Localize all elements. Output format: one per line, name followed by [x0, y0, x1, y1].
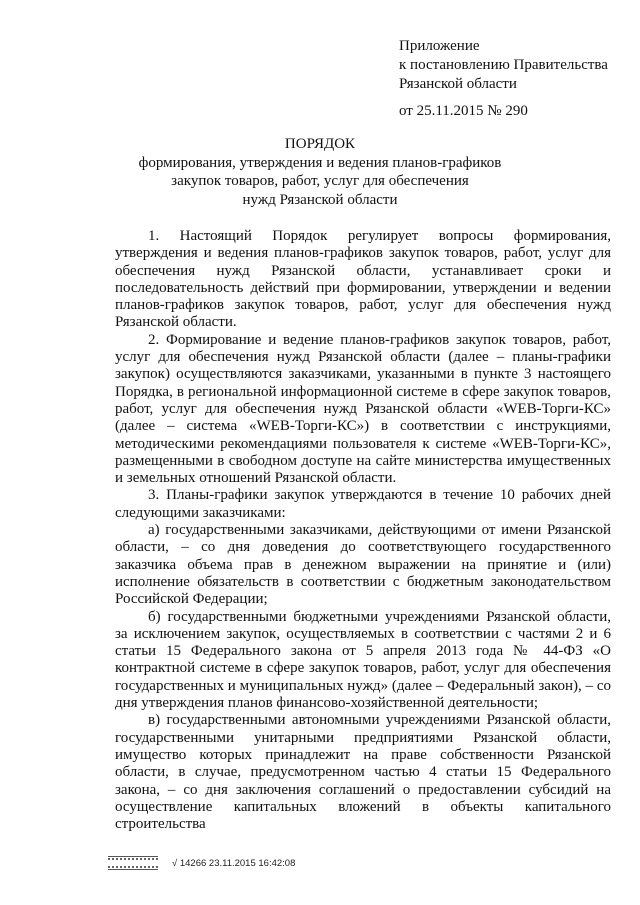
- paragraph-1: 1. Настоящий Порядок регулирует вопросы формирования, утверждения и ведения планов-графиков закупок товаров, работ, услуг для обеспечения нужд Рязанской области, устанавливает сроки и последовательность действий при формировании, утверждении и ведении планов-графиков закупок товаров, работ, услуг для обеспечения нужд Рязанской области.: [115, 228, 611, 331]
- title-subtitle-1: формирования, утверждения и ведения планов-графиков: [138, 154, 502, 171]
- title-heading: ПОРЯДОК: [284, 136, 356, 152]
- document-body: [115, 228, 611, 833]
- appendix-label: Приложение: [399, 38, 480, 54]
- paragraph-3a: а) государственными заказчиками, действующими от имени Рязанской области, – со дня доведения до соответствующего государственного заказчика объема прав в денежном выражении на принятие и (или) исполнение обязательств в соответствии с бюджетным законодательством Российской Федерации;: [115, 522, 611, 608]
- appendix-decree: к постановлению Правительства: [399, 57, 608, 73]
- paragraph-3b: б) государственными бюджетными учреждениями Рязанской области, за исключением закупок, осуществляемых в соответствии с частями 2 и 6 статьи 15 Федерального закона от 5 апреля 2013 года № 44-ФЗ «О контрактной системе в сфере закупок товаров, работ, услуг для обеспечения государственных и муниципальных нужд» (далее – Федеральный закон), – со дня утверждения планов финансово-хозяйственной деятельности;: [115, 608, 611, 712]
- appendix-date: от 25.11.2015 № 290: [399, 103, 528, 119]
- title-subtitle-2: закупок товаров, работ, услуг для обеспечения: [171, 173, 469, 189]
- appendix-header: [399, 37, 608, 121]
- document-title: [100, 135, 540, 209]
- appendix-region: Рязанской области: [399, 76, 517, 92]
- document-footer: [108, 856, 295, 870]
- paragraph-3c: в) государственными автономными учреждениями Рязанской области, государственными унитарными предприятиями Рязанской области, имущество которых принадлежит на праве собственности Рязанской области, в случае, предусмотренном частью 4 статьи 15 Федерального закона, – со дня заключения соглашений о предоставлении субсидий на осуществление капитальных вложений в объекты капитального строительства: [115, 712, 611, 833]
- paragraph-2: 2. Формирование и ведение планов-графиков закупок товаров, работ, услуг для обеспечения нужд Рязанской области (далее – планы-графики закупок) осуществляются заказчиками, указанными в пункте 3 настоящего Порядка, в региональной информационной системе в сфере закупок товаров, работ, услуг для обеспечения нужд Рязанской области «WEB-Торги-КС» (далее – система «WEB-Торги-КС») в соответствии с инструкциями, методическими рекомендациями пользователя к системе «WEB-Торги-КС», размещенными в свободном доступе на сайте министерства имущественных и земельных отношений Рязанской области.: [115, 331, 611, 487]
- paragraph-3: 3. Планы-графики закупок утверждаются в течение 10 рабочих дней следующими заказчиками:: [115, 487, 611, 521]
- registry-number: √ 14266 23.11.2015 16:42:08: [172, 857, 296, 869]
- version-stamp: [108, 856, 158, 870]
- title-subtitle-3: нужд Рязанской области: [242, 191, 398, 208]
